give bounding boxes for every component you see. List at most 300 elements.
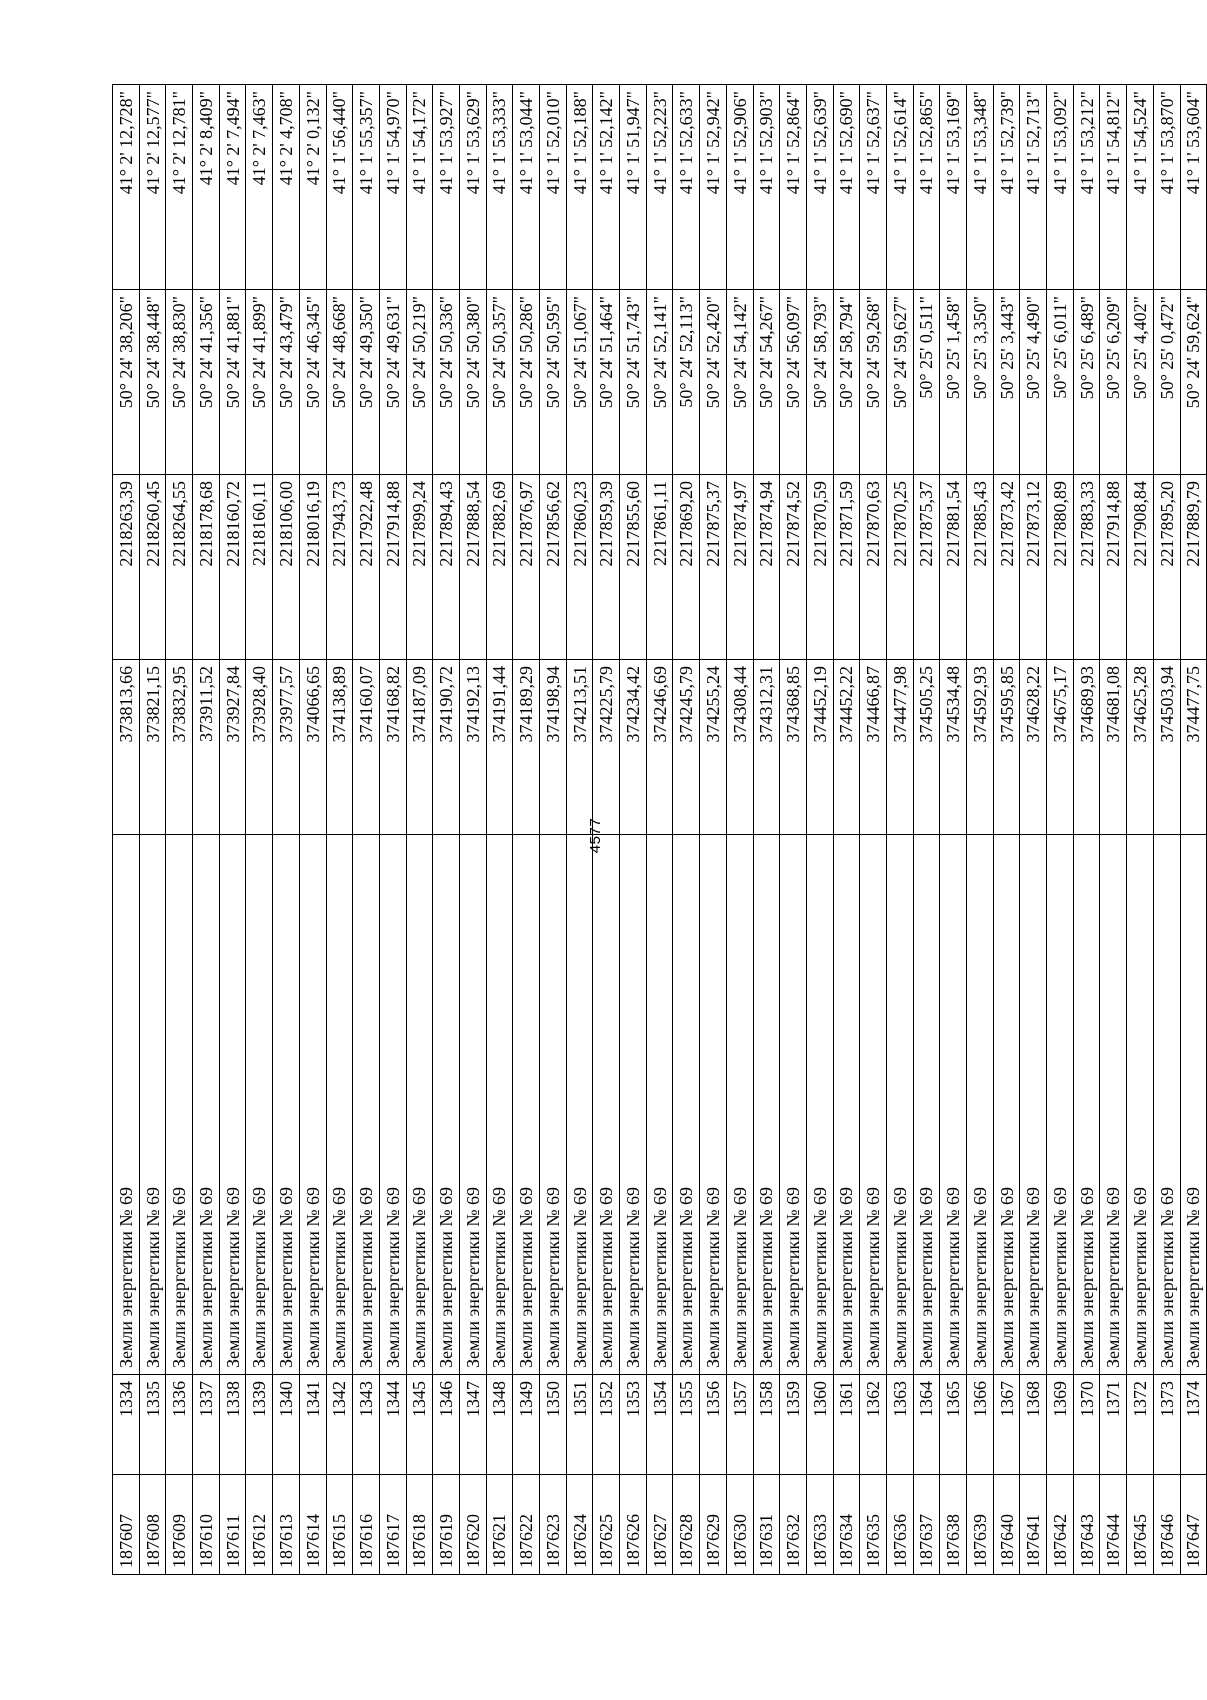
page-number: 4577 [587, 817, 605, 854]
y-coordinate-cell: 2218263,39 [113, 475, 140, 660]
y-coordinate-cell: 2217895,20 [1153, 475, 1180, 660]
longitude-cell: 41° 1' 54,970" [379, 85, 406, 290]
latitude-cell: 50° 25' 0,511" [913, 290, 940, 475]
longitude-cell: 41° 1' 51,947" [620, 85, 647, 290]
longitude-cell: 41° 1' 53,212" [1073, 85, 1100, 290]
record-id-cell: 187624 [566, 1475, 593, 1575]
x-coordinate-cell: 374192,13 [459, 660, 486, 835]
longitude-cell: 41° 2' 0,132" [299, 85, 326, 290]
x-coordinate-cell: 374595,85 [993, 660, 1020, 835]
x-coordinate-cell: 373911,52 [193, 660, 220, 835]
y-coordinate-cell: 2217873,12 [1020, 475, 1047, 660]
latitude-cell: 50° 24' 50,380" [459, 290, 486, 475]
x-coordinate-cell: 374168,82 [379, 660, 406, 835]
record-id-cell: 187623 [540, 1475, 567, 1575]
latitude-cell: 50° 24' 38,206" [113, 290, 140, 475]
x-coordinate-cell: 374675,17 [1047, 660, 1074, 835]
land-category-cell: Земли энергетики № 69 [1100, 835, 1127, 1375]
table-row [113, 85, 140, 1575]
longitude-cell: 41° 1' 52,906" [726, 85, 753, 290]
latitude-cell: 50° 24' 41,356" [193, 290, 220, 475]
x-coordinate-cell: 374246,69 [646, 660, 673, 835]
latitude-cell: 50° 24' 48,668" [326, 290, 353, 475]
point-number-cell: 1340 [273, 1375, 300, 1475]
latitude-cell: 50° 24' 49,631" [379, 290, 406, 475]
point-number-cell: 1345 [406, 1375, 433, 1475]
land-category-cell: Земли энергетики № 69 [219, 835, 246, 1375]
point-number-cell: 1336 [166, 1375, 193, 1475]
land-category-cell: Земли энергетики № 69 [246, 835, 273, 1375]
point-number-cell: 1338 [219, 1375, 246, 1475]
x-coordinate-cell: 374255,24 [700, 660, 727, 835]
point-number-cell: 1347 [459, 1375, 486, 1475]
land-category-cell: Земли энергетики № 69 [406, 835, 433, 1375]
y-coordinate-cell: 2217883,33 [1073, 475, 1100, 660]
table-row [219, 85, 246, 1575]
land-category-cell: Земли энергетики № 69 [299, 835, 326, 1375]
y-coordinate-cell: 2218178,68 [193, 475, 220, 660]
longitude-cell: 41° 1' 52,865" [913, 85, 940, 290]
point-number-cell: 1351 [566, 1375, 593, 1475]
longitude-cell: 41° 1' 52,223" [646, 85, 673, 290]
longitude-cell: 41° 2' 7,494" [219, 85, 246, 290]
table-row [780, 85, 807, 1575]
table-row [246, 85, 273, 1575]
point-number-cell: 1368 [1020, 1375, 1047, 1475]
land-category-cell: Земли энергетики № 69 [967, 835, 994, 1375]
longitude-cell: 41° 1' 52,010" [540, 85, 567, 290]
record-id-cell: 187635 [860, 1475, 887, 1575]
y-coordinate-cell: 2217855,60 [620, 475, 647, 660]
land-category-cell: Земли энергетики № 69 [1127, 835, 1154, 1375]
coordinates-table [112, 84, 1207, 1575]
latitude-cell: 50° 24' 51,067" [566, 290, 593, 475]
x-coordinate-cell: 374477,98 [886, 660, 913, 835]
y-coordinate-cell: 2217880,89 [1047, 475, 1074, 660]
longitude-cell: 41° 1' 52,903" [753, 85, 780, 290]
latitude-cell: 50° 24' 59,268" [860, 290, 887, 475]
point-number-cell: 1356 [700, 1375, 727, 1475]
y-coordinate-cell: 2217870,63 [860, 475, 887, 660]
table-row [433, 85, 460, 1575]
y-coordinate-cell: 2218160,72 [219, 475, 246, 660]
longitude-cell: 41° 1' 52,633" [673, 85, 700, 290]
longitude-cell: 41° 1' 52,142" [593, 85, 620, 290]
x-coordinate-cell: 374628,22 [1020, 660, 1047, 835]
point-number-cell: 1342 [326, 1375, 353, 1475]
land-category-cell: Земли энергетики № 69 [700, 835, 727, 1375]
record-id-cell: 187616 [353, 1475, 380, 1575]
x-coordinate-cell: 374198,94 [540, 660, 567, 835]
latitude-cell: 50° 24' 50,219" [406, 290, 433, 475]
table-row [913, 85, 940, 1575]
longitude-cell: 41° 1' 54,524" [1127, 85, 1154, 290]
record-id-cell: 187610 [193, 1475, 220, 1575]
latitude-cell: 50° 25' 1,458" [940, 290, 967, 475]
y-coordinate-cell: 2217922,48 [353, 475, 380, 660]
record-id-cell: 187641 [1020, 1475, 1047, 1575]
table-row [406, 85, 433, 1575]
table-row [593, 85, 620, 1575]
point-number-cell: 1372 [1127, 1375, 1154, 1475]
record-id-cell: 187626 [620, 1475, 647, 1575]
land-category-cell: Земли энергетики № 69 [113, 835, 140, 1375]
x-coordinate-cell: 374466,87 [860, 660, 887, 835]
latitude-cell: 50° 24' 52,420" [700, 290, 727, 475]
land-category-cell: Земли энергетики № 69 [913, 835, 940, 1375]
table-row [753, 85, 780, 1575]
table-row [1127, 85, 1154, 1575]
record-id-cell: 187638 [940, 1475, 967, 1575]
longitude-cell: 41° 1' 53,629" [459, 85, 486, 290]
y-coordinate-cell: 2217860,23 [566, 475, 593, 660]
latitude-cell: 50° 25' 0,472" [1153, 290, 1180, 475]
table-row [379, 85, 406, 1575]
table-row [967, 85, 994, 1575]
x-coordinate-cell: 374189,29 [513, 660, 540, 835]
y-coordinate-cell: 2217908,84 [1127, 475, 1154, 660]
point-number-cell: 1367 [993, 1375, 1020, 1475]
latitude-cell: 50° 24' 54,267" [753, 290, 780, 475]
x-coordinate-cell: 373927,84 [219, 660, 246, 835]
table-row [673, 85, 700, 1575]
latitude-cell: 50° 25' 3,350" [967, 290, 994, 475]
table-row [886, 85, 913, 1575]
longitude-cell: 41° 2' 12,781" [166, 85, 193, 290]
land-category-cell: Земли энергетики № 69 [860, 835, 887, 1375]
land-category-cell: Земли энергетики № 69 [193, 835, 220, 1375]
point-number-cell: 1364 [913, 1375, 940, 1475]
y-coordinate-cell: 2217914,88 [1100, 475, 1127, 660]
longitude-cell: 41° 1' 53,870" [1153, 85, 1180, 290]
x-coordinate-cell: 374503,94 [1153, 660, 1180, 835]
land-category-cell: Земли энергетики № 69 [806, 835, 833, 1375]
table-row [860, 85, 887, 1575]
x-coordinate-cell: 374187,09 [406, 660, 433, 835]
land-category-cell: Земли энергетики № 69 [1153, 835, 1180, 1375]
latitude-cell: 50° 24' 51,464" [593, 290, 620, 475]
y-coordinate-cell: 2217882,69 [486, 475, 513, 660]
land-category-cell: Земли энергетики № 69 [433, 835, 460, 1375]
point-number-cell: 1334 [113, 1375, 140, 1475]
record-id-cell: 187612 [246, 1475, 273, 1575]
table-row [353, 85, 380, 1575]
y-coordinate-cell: 2217869,20 [673, 475, 700, 660]
point-number-cell: 1370 [1073, 1375, 1100, 1475]
record-id-cell: 187625 [593, 1475, 620, 1575]
record-id-cell: 187636 [886, 1475, 913, 1575]
latitude-cell: 50° 24' 50,357" [486, 290, 513, 475]
longitude-cell: 41° 1' 54,172" [406, 85, 433, 290]
table-row [139, 85, 166, 1575]
latitude-cell: 50° 24' 50,595" [540, 290, 567, 475]
x-coordinate-cell: 373813,66 [113, 660, 140, 835]
record-id-cell: 187618 [406, 1475, 433, 1575]
longitude-cell: 41° 1' 53,044" [513, 85, 540, 290]
land-category-cell: Земли энергетики № 69 [780, 835, 807, 1375]
longitude-cell: 41° 1' 52,690" [833, 85, 860, 290]
table-row [833, 85, 860, 1575]
table-row [1020, 85, 1047, 1575]
y-coordinate-cell: 2217894,43 [433, 475, 460, 660]
record-id-cell: 187643 [1073, 1475, 1100, 1575]
y-coordinate-cell: 2217856,62 [540, 475, 567, 660]
latitude-cell: 50° 25' 6,489" [1073, 290, 1100, 475]
land-category-cell: Земли энергетики № 69 [166, 835, 193, 1375]
longitude-cell: 41° 1' 52,639" [806, 85, 833, 290]
latitude-cell: 50° 24' 54,142" [726, 290, 753, 475]
record-id-cell: 187632 [780, 1475, 807, 1575]
land-category-cell: Земли энергетики № 69 [273, 835, 300, 1375]
point-number-cell: 1358 [753, 1375, 780, 1475]
table-row [1047, 85, 1074, 1575]
record-id-cell: 187647 [1180, 1475, 1207, 1575]
x-coordinate-cell: 374505,25 [913, 660, 940, 835]
longitude-cell: 41° 1' 52,614" [886, 85, 913, 290]
y-coordinate-cell: 2217889,79 [1180, 475, 1207, 660]
x-coordinate-cell: 374213,51 [566, 660, 593, 835]
x-coordinate-cell: 374625,28 [1127, 660, 1154, 835]
land-category-cell: Земли энергетики № 69 [673, 835, 700, 1375]
record-id-cell: 187614 [299, 1475, 326, 1575]
land-category-cell: Земли энергетики № 69 [993, 835, 1020, 1375]
longitude-cell: 41° 2' 8,409" [193, 85, 220, 290]
x-coordinate-cell: 374477,75 [1180, 660, 1207, 835]
point-number-cell: 1369 [1047, 1375, 1074, 1475]
record-id-cell: 187631 [753, 1475, 780, 1575]
land-category-cell: Земли энергетики № 69 [753, 835, 780, 1375]
y-coordinate-cell: 2217914,88 [379, 475, 406, 660]
land-category-cell: Земли энергетики № 69 [1073, 835, 1100, 1375]
latitude-cell: 50° 24' 38,448" [139, 290, 166, 475]
y-coordinate-cell: 2217871,59 [833, 475, 860, 660]
longitude-cell: 41° 2' 12,577" [139, 85, 166, 290]
record-id-cell: 187607 [113, 1475, 140, 1575]
y-coordinate-cell: 2217859,39 [593, 475, 620, 660]
point-number-cell: 1357 [726, 1375, 753, 1475]
longitude-cell: 41° 1' 52,942" [700, 85, 727, 290]
x-coordinate-cell: 374190,72 [433, 660, 460, 835]
x-coordinate-cell: 374191,44 [486, 660, 513, 835]
record-id-cell: 187619 [433, 1475, 460, 1575]
point-number-cell: 1346 [433, 1375, 460, 1475]
x-coordinate-cell: 374452,19 [806, 660, 833, 835]
longitude-cell: 41° 2' 12,728" [113, 85, 140, 290]
y-coordinate-cell: 2218160,11 [246, 475, 273, 660]
table-row [513, 85, 540, 1575]
longitude-cell: 41° 1' 52,864" [780, 85, 807, 290]
y-coordinate-cell: 2217876,97 [513, 475, 540, 660]
table-row [646, 85, 673, 1575]
record-id-cell: 187620 [459, 1475, 486, 1575]
point-number-cell: 1366 [967, 1375, 994, 1475]
table-row [1073, 85, 1100, 1575]
land-category-cell: Земли энергетики № 69 [379, 835, 406, 1375]
record-id-cell: 187615 [326, 1475, 353, 1575]
latitude-cell: 50° 24' 41,881" [219, 290, 246, 475]
latitude-cell: 50° 24' 38,830" [166, 290, 193, 475]
longitude-cell: 41° 1' 52,739" [993, 85, 1020, 290]
table-body [113, 85, 1207, 1575]
y-coordinate-cell: 2217874,94 [753, 475, 780, 660]
land-category-cell: Земли энергетики № 69 [459, 835, 486, 1375]
point-number-cell: 1341 [299, 1375, 326, 1475]
x-coordinate-cell: 374368,85 [780, 660, 807, 835]
land-category-cell: Земли энергетики № 69 [513, 835, 540, 1375]
land-category-cell: Земли энергетики № 69 [486, 835, 513, 1375]
point-number-cell: 1373 [1153, 1375, 1180, 1475]
table-row [540, 85, 567, 1575]
point-number-cell: 1335 [139, 1375, 166, 1475]
point-number-cell: 1374 [1180, 1375, 1207, 1475]
latitude-cell: 50° 24' 52,113" [673, 290, 700, 475]
y-coordinate-cell: 2217874,52 [780, 475, 807, 660]
record-id-cell: 187621 [486, 1475, 513, 1575]
table-row [566, 85, 593, 1575]
latitude-cell: 50° 24' 59,624" [1180, 290, 1207, 475]
land-category-cell: Земли энергетики № 69 [326, 835, 353, 1375]
x-coordinate-cell: 374245,79 [673, 660, 700, 835]
longitude-cell: 41° 1' 53,604" [1180, 85, 1207, 290]
land-category-cell: Земли энергетики № 69 [540, 835, 567, 1375]
longitude-cell: 41° 1' 53,348" [967, 85, 994, 290]
point-number-cell: 1355 [673, 1375, 700, 1475]
land-category-cell: Земли энергетики № 69 [726, 835, 753, 1375]
latitude-cell: 50° 25' 4,490" [1020, 290, 1047, 475]
record-id-cell: 187645 [1127, 1475, 1154, 1575]
latitude-cell: 50° 24' 46,345" [299, 290, 326, 475]
land-category-cell: Земли энергетики № 69 [566, 835, 593, 1375]
latitude-cell: 50° 25' 3,443" [993, 290, 1020, 475]
longitude-cell: 41° 1' 52,637" [860, 85, 887, 290]
point-number-cell: 1343 [353, 1375, 380, 1475]
record-id-cell: 187637 [913, 1475, 940, 1575]
table-row [1180, 85, 1207, 1575]
record-id-cell: 187608 [139, 1475, 166, 1575]
land-category-cell: Земли энергетики № 69 [940, 835, 967, 1375]
x-coordinate-cell: 374225,79 [593, 660, 620, 835]
latitude-cell: 50° 25' 6,209" [1100, 290, 1127, 475]
y-coordinate-cell: 2217899,24 [406, 475, 433, 660]
table-row [620, 85, 647, 1575]
longitude-cell: 41° 2' 4,708" [273, 85, 300, 290]
longitude-cell: 41° 2' 7,463" [246, 85, 273, 290]
x-coordinate-cell: 374592,93 [967, 660, 994, 835]
point-number-cell: 1344 [379, 1375, 406, 1475]
point-number-cell: 1349 [513, 1375, 540, 1475]
x-coordinate-cell: 374452,22 [833, 660, 860, 835]
latitude-cell: 50° 24' 50,286" [513, 290, 540, 475]
y-coordinate-cell: 2218264,55 [166, 475, 193, 660]
point-number-cell: 1360 [806, 1375, 833, 1475]
point-number-cell: 1371 [1100, 1375, 1127, 1475]
y-coordinate-cell: 2217875,37 [913, 475, 940, 660]
x-coordinate-cell: 374160,07 [353, 660, 380, 835]
y-coordinate-cell: 2217875,37 [700, 475, 727, 660]
land-category-cell: Земли энергетики № 69 [833, 835, 860, 1375]
longitude-cell: 41° 1' 53,333" [486, 85, 513, 290]
table-row [166, 85, 193, 1575]
y-coordinate-cell: 2217885,43 [967, 475, 994, 660]
longitude-cell: 41° 1' 55,357" [353, 85, 380, 290]
x-coordinate-cell: 373977,57 [273, 660, 300, 835]
longitude-cell: 41° 1' 56,440" [326, 85, 353, 290]
point-number-cell: 1339 [246, 1375, 273, 1475]
y-coordinate-cell: 2217870,59 [806, 475, 833, 660]
longitude-cell: 41° 1' 52,188" [566, 85, 593, 290]
table-row [1153, 85, 1180, 1575]
record-id-cell: 187633 [806, 1475, 833, 1575]
longitude-cell: 41° 1' 52,713" [1020, 85, 1047, 290]
y-coordinate-cell: 2218106,00 [273, 475, 300, 660]
record-id-cell: 187639 [967, 1475, 994, 1575]
longitude-cell: 41° 1' 53,169" [940, 85, 967, 290]
table-row [486, 85, 513, 1575]
x-coordinate-cell: 374138,89 [326, 660, 353, 835]
land-category-cell: Земли энергетики № 69 [646, 835, 673, 1375]
land-category-cell: Земли энергетики № 69 [1020, 835, 1047, 1375]
record-id-cell: 187609 [166, 1475, 193, 1575]
land-category-cell: Земли энергетики № 69 [353, 835, 380, 1375]
point-number-cell: 1353 [620, 1375, 647, 1475]
table-row [326, 85, 353, 1575]
x-coordinate-cell: 374234,42 [620, 660, 647, 835]
x-coordinate-cell: 374534,48 [940, 660, 967, 835]
latitude-cell: 50° 24' 43,479" [273, 290, 300, 475]
table-row [726, 85, 753, 1575]
record-id-cell: 187629 [700, 1475, 727, 1575]
longitude-cell: 41° 1' 53,092" [1047, 85, 1074, 290]
land-category-cell: Земли энергетики № 69 [886, 835, 913, 1375]
latitude-cell: 50° 24' 41,899" [246, 290, 273, 475]
latitude-cell: 50° 24' 56,097" [780, 290, 807, 475]
table-row [193, 85, 220, 1575]
table-row [806, 85, 833, 1575]
y-coordinate-cell: 2217873,42 [993, 475, 1020, 660]
table-row [273, 85, 300, 1575]
record-id-cell: 187646 [1153, 1475, 1180, 1575]
land-category-cell: Земли энергетики № 69 [1047, 835, 1074, 1375]
x-coordinate-cell: 373832,95 [166, 660, 193, 835]
record-id-cell: 187628 [673, 1475, 700, 1575]
x-coordinate-cell: 374681,08 [1100, 660, 1127, 835]
land-category-cell: Земли энергетики № 69 [1180, 835, 1207, 1375]
record-id-cell: 187613 [273, 1475, 300, 1575]
latitude-cell: 50° 24' 50,336" [433, 290, 460, 475]
y-coordinate-cell: 2218016,19 [299, 475, 326, 660]
y-coordinate-cell: 2217874,97 [726, 475, 753, 660]
record-id-cell: 187622 [513, 1475, 540, 1575]
longitude-cell: 41° 1' 53,927" [433, 85, 460, 290]
table-row [299, 85, 326, 1575]
record-id-cell: 187640 [993, 1475, 1020, 1575]
point-number-cell: 1348 [486, 1375, 513, 1475]
land-category-cell: Земли энергетики № 69 [593, 835, 620, 1375]
point-number-cell: 1337 [193, 1375, 220, 1475]
point-number-cell: 1359 [780, 1375, 807, 1475]
latitude-cell: 50° 25' 4,402" [1127, 290, 1154, 475]
table-row [459, 85, 486, 1575]
y-coordinate-cell: 2217943,73 [326, 475, 353, 660]
record-id-cell: 187630 [726, 1475, 753, 1575]
record-id-cell: 187642 [1047, 1475, 1074, 1575]
x-coordinate-cell: 373928,40 [246, 660, 273, 835]
point-number-cell: 1362 [860, 1375, 887, 1475]
y-coordinate-cell: 2217888,54 [459, 475, 486, 660]
x-coordinate-cell: 373821,15 [139, 660, 166, 835]
latitude-cell: 50° 25' 6,011" [1047, 290, 1074, 475]
point-number-cell: 1361 [833, 1375, 860, 1475]
